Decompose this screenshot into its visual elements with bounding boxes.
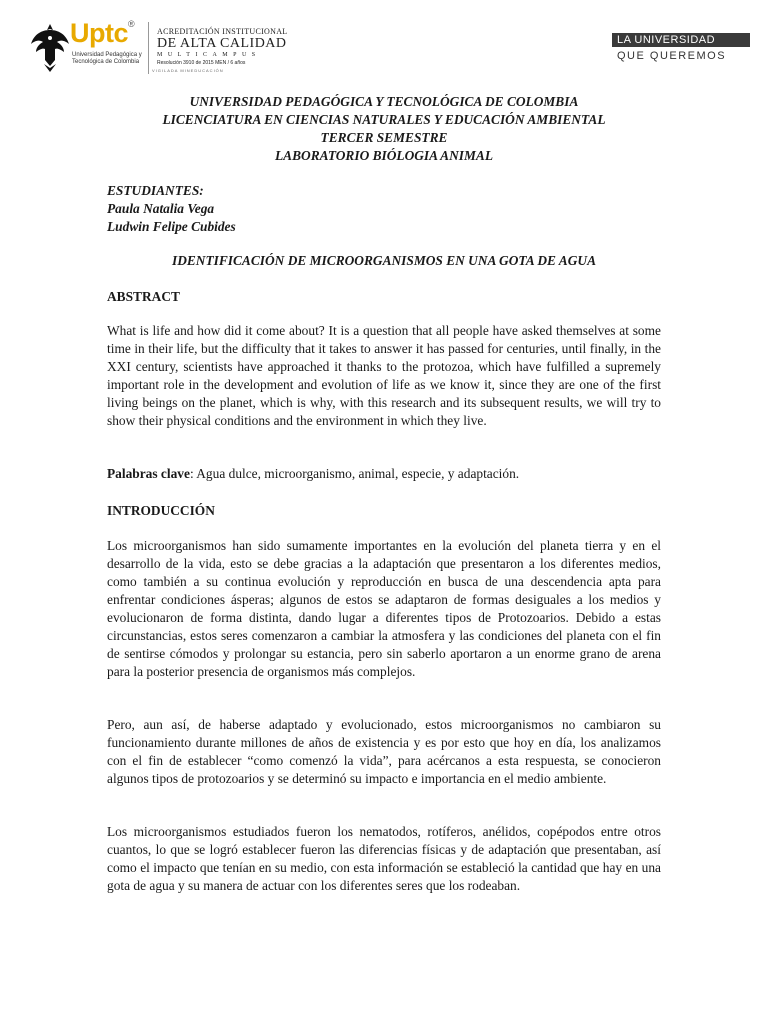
- introduction-paragraph: Pero, aun así, de haberse adaptado y evolucionado, estos microorganismos no cambiaron su funcionamiento durante millones de años de existencia y es por esto que hoy en día, los analizamos con el fin de establecer “como comenzó la vida”, para acércanos a esta respuesta, se conocieron algunos tipos de protozoarios y se determinó su impacto e importancia en el medio ambiente.: [107, 717, 661, 786]
- student-name: Paula Natalia Vega: [107, 201, 215, 216]
- keywords-label: Palabras clave: [107, 466, 190, 481]
- title-line: LABORATORIO BIÓLOGIA ANIMAL: [274, 148, 494, 163]
- institution-title-block: [100, 93, 668, 165]
- accreditation-badge: ACREDITACIÓN INSTITUCIONAL DE ALTA CALIDAD MULTICAMPUS Resolución 3910 de 2015 MEN / 6 años: [157, 27, 288, 66]
- introduction-paragraph: Los microorganismos han sido sumamente importantes en la evolución del planeta tierra y en el desarrollo de la vida, esto se debe gracias a la adaptación que presentaron a los diferentes medios, como también a su continua evolución y reproducción en busca de una descendencia apta para enfrentar condiciones ásperas; algunos de estos se adaptaron de formas desiguales a los medios y evolucionaron de forma distinta, dando lugar a diferentes tipos de Protozoarios. Debido a estas circunstancias, estos seres comenzaron a cambiar la atmosfera y las condiciones del planeta con el fin de sentirse cómodos y prolongar su estancia, pero sin saberlo aportaron a un enorme grano de arena para la posterior presencia de organismos más complejos.: [107, 538, 661, 679]
- keywords-line: [107, 465, 667, 483]
- title-line: LICENCIATURA EN CIENCIAS NATURALES Y EDUCACIÓN AMBIENTAL: [162, 112, 606, 127]
- introduction-paragraph: Los microorganismos estudiados fueron los nematodos, rotíferos, anélidos, copépodos entre otros cuantos, lo que se logró establecer fueron las diferencias físicas y de adaptación que presentaban, así como el impacto que tenían en su medio, con esta información se estableció la cantidad que hay en una gota de agua y su manera de actuar con los diferentes seres que los rodeaban.: [107, 824, 661, 893]
- title-line: TERCER SEMESTRE: [320, 130, 448, 145]
- uptc-logo: Uptc®: [70, 18, 135, 48]
- eagle-crest-icon: [30, 20, 70, 74]
- student-name: Ludwin Felipe Cubides: [107, 219, 236, 234]
- introduction-heading: INTRODUCCIÓN: [107, 503, 215, 518]
- brand-slogan-sub: QUE QUEREMOS: [617, 50, 727, 62]
- students-block: [107, 182, 236, 236]
- vigilada-note: VIGILADA MINEDUCACIÓN: [152, 68, 224, 73]
- document-title: IDENTIFICACIÓN DE MICROORGANISMOS EN UNA GOTA DE AGUA: [171, 253, 597, 268]
- brand-slogan-box: LA UNIVERSIDAD: [612, 33, 750, 47]
- logo-divider: [148, 22, 149, 74]
- keywords-text: : Agua dulce, microorganismo, animal, especie, y adaptación.: [189, 466, 520, 481]
- page-header: [0, 0, 768, 84]
- title-line: UNIVERSIDAD PEDAGÓGICA Y TECNOLÓGICA DE COLOMBIA: [189, 94, 579, 109]
- abstract-paragraph: What is life and how did it come about? It is a question that all people have asked themselves at some time in their life, but the difficulty that it takes to answer it has passed for centuries, until finally, in the XXI century, scientists have approached it thanks to the protozoa, which have fulfilled a supremely important role in the development and evolution of life as we know it, since they are one of the first living beings on the planet, which is why, with this research and its subsequent results, we will try to show their physical conditions and the environment in which they live.: [107, 323, 661, 428]
- uptc-logo-subtitle: Universidad Pedagógica y Tecnológica de Colombia: [72, 52, 142, 65]
- students-label: ESTUDIANTES:: [107, 183, 204, 198]
- abstract-heading: ABSTRACT: [107, 289, 180, 304]
